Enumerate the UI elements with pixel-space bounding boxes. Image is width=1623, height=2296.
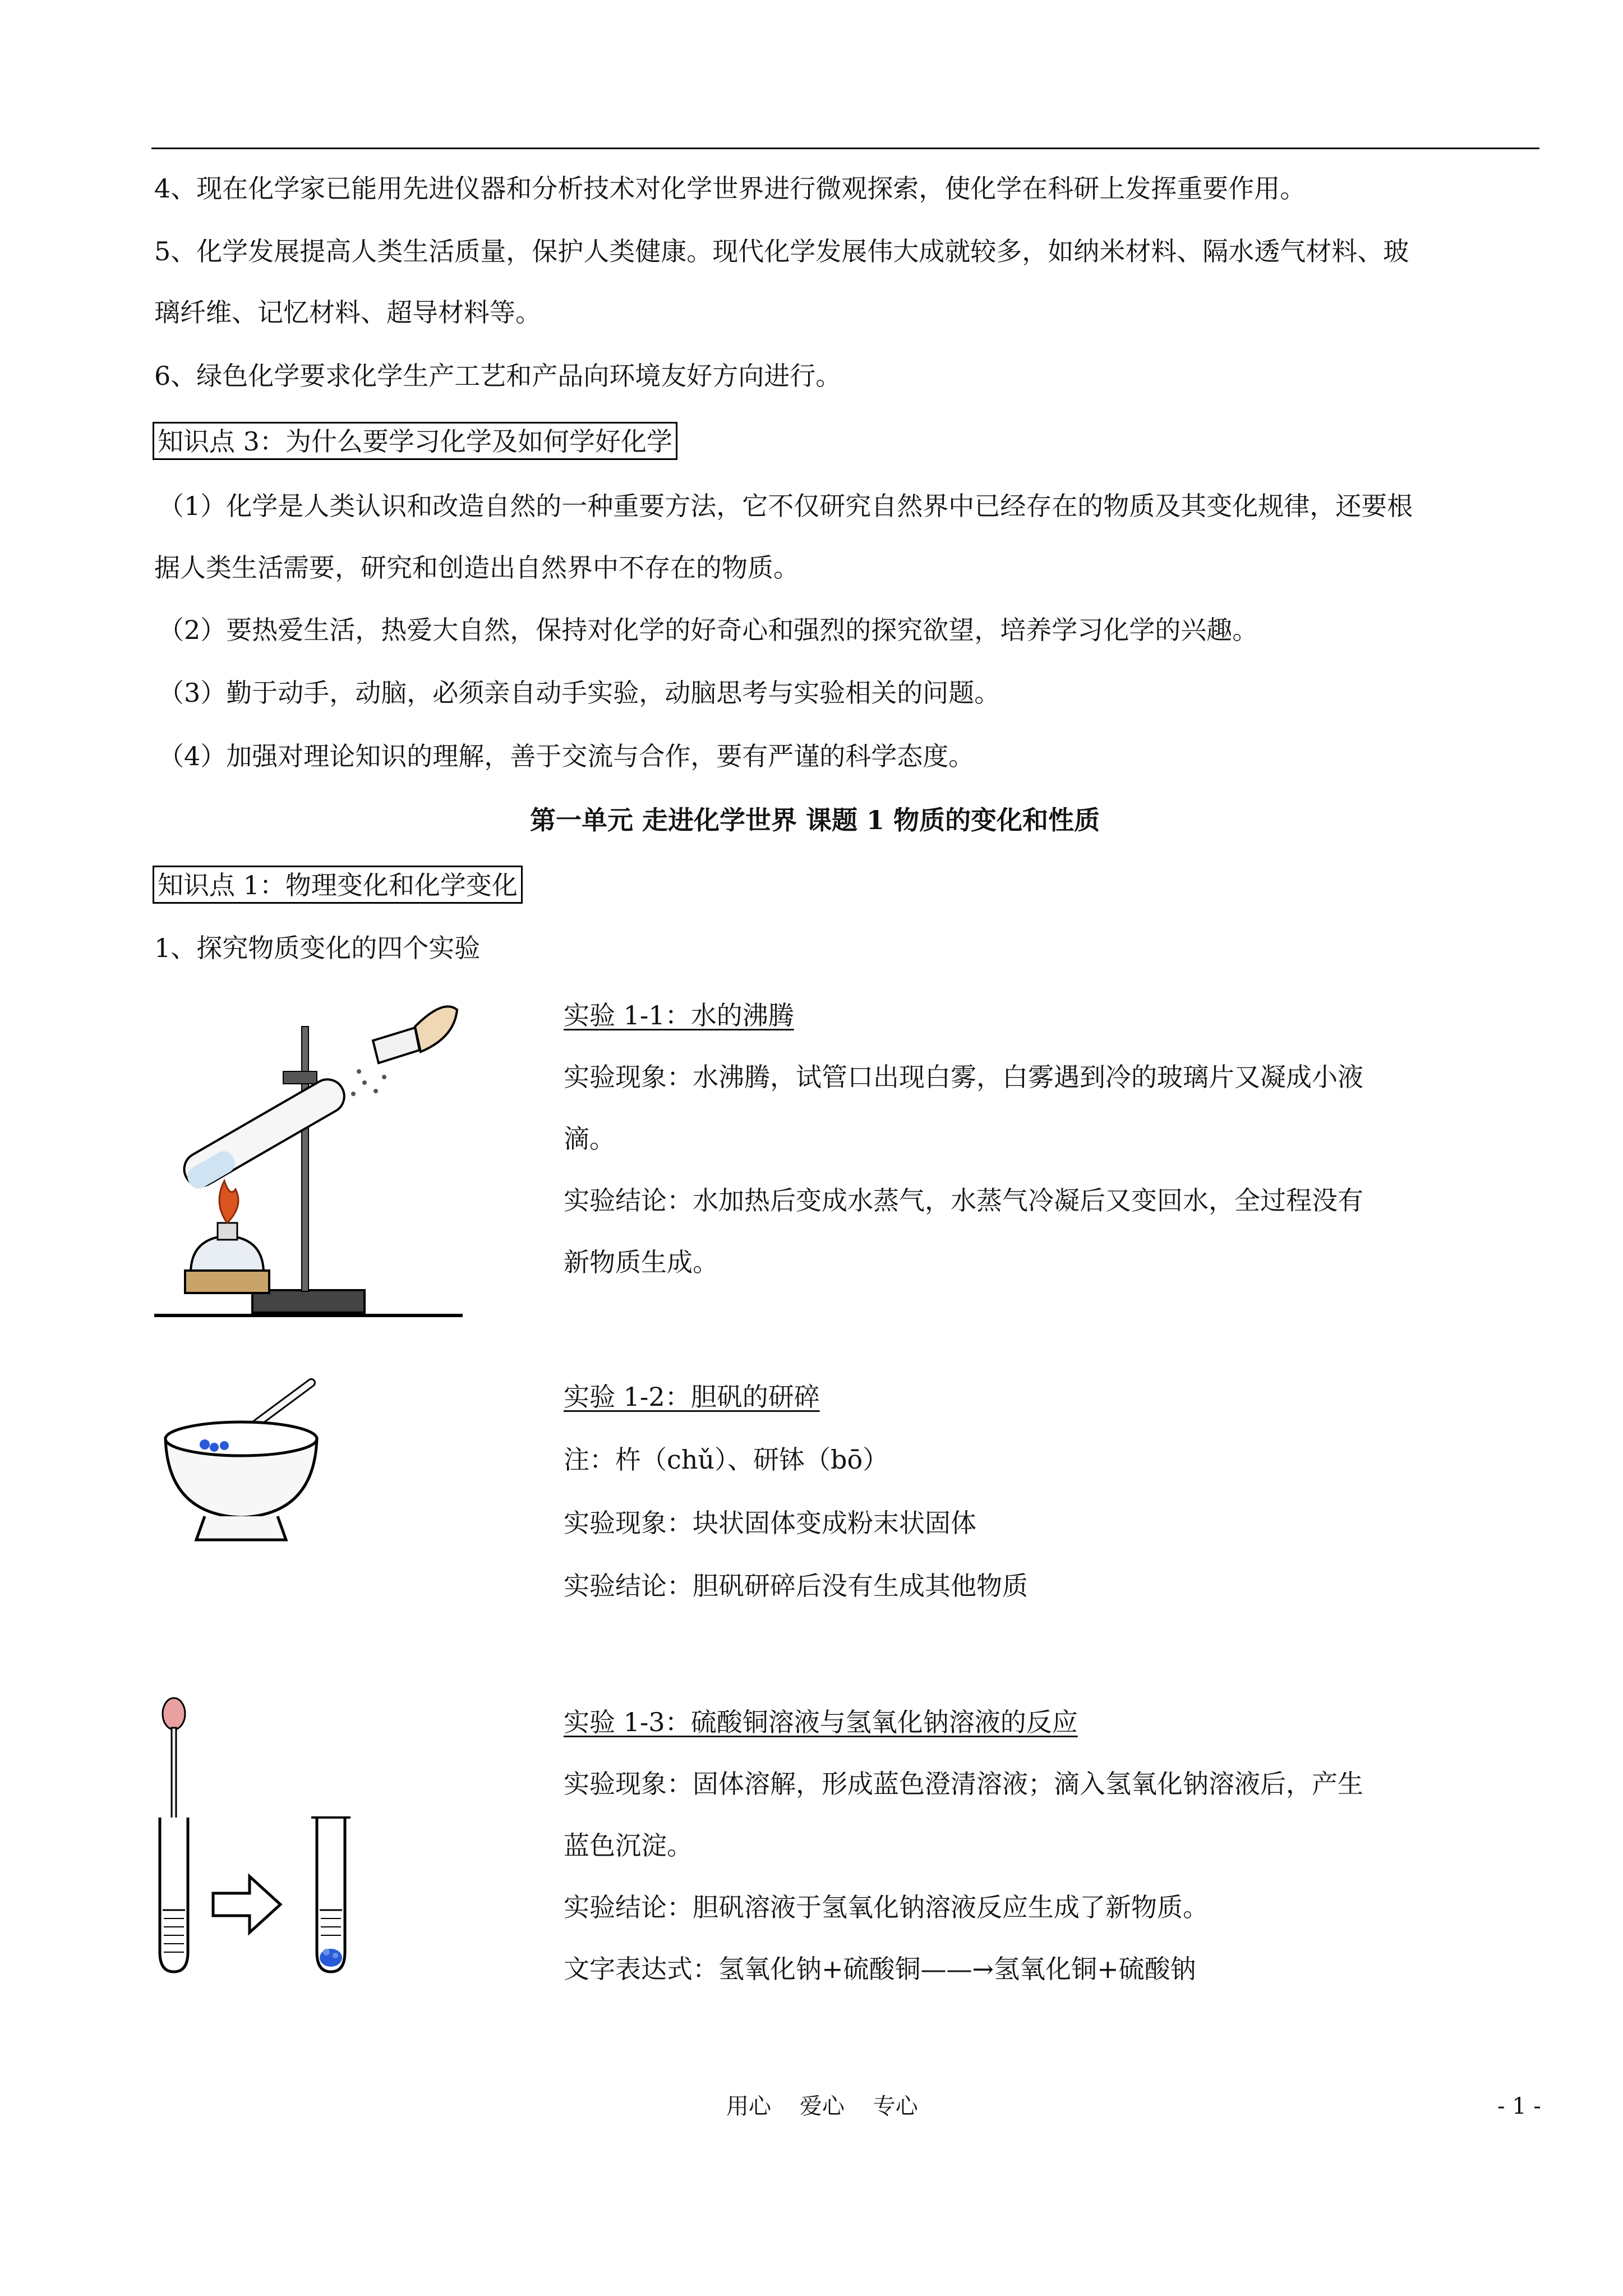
dropper-test-tube-illustration <box>151 1688 353 1980</box>
intro-point-6: 6、绿色化学要求化学生产工艺和产品向环境友好方向进行。 <box>154 361 842 391</box>
experiment-1-1-conclusion: 实验结论：水加热后变成水蒸气，水蒸气冷凝后又变回水，全过程没有 <box>564 1185 1363 1216</box>
knowledge3-line-4: （4）加强对理论知识的理解，善于交流与合作，要有严谨的科学态度。 <box>158 741 975 771</box>
experiment-1-2-note: 注：杵（chǔ）、研钵（bō） <box>564 1444 889 1475</box>
intro-point-5: 5、化学发展提高人类生活质量，保护人类健康。现代化学发展伟大成就较多，如纳米材料、隔水透气材料、玻 <box>154 236 1409 266</box>
knowledge1-title: 知识点 1：物理变化和化学变化 <box>153 866 523 904</box>
experiment-1-2-title: 实验 1-2：胆矾的研碎 <box>564 1382 820 1412</box>
page-number: - 1 - <box>1497 2093 1541 2119</box>
boiling-water-apparatus-illustration <box>151 987 465 1329</box>
experiment-1-3-phenomenon: 实验现象：固体溶解，形成蓝色澄清溶液；滴入氢氧化钠溶液后，产生 <box>564 1769 1363 1799</box>
experiment-1-1-conclusion-cont: 新物质生成。 <box>564 1247 718 1277</box>
experiment-1-1-phenomenon-cont: 滴。 <box>564 1124 615 1154</box>
unit-heading: 第一单元 走进化学世界 课题 1 物质的变化和性质 <box>530 805 1100 835</box>
experiment-1-3-conclusion: 实验结论：胆矾溶液于氢氧化钠溶液反应生成了新物质。 <box>564 1892 1209 1922</box>
experiment-1-3-title: 实验 1-3：硫酸铜溶液与氢氧化钠溶液的反应 <box>564 1707 1078 1737</box>
footer-center: 用心 爱心 专心 <box>726 2093 918 2119</box>
intro-point-4: 4、现在化学家已能用先进仪器和分析技术对化学世界进行微观探索，使化学在科研上发挥重要作用。 <box>154 173 1306 204</box>
knowledge3-line-1: （1）化学是人类认识和改造自然的一种重要方法，它不仅研究自然界中已经存在的物质及其变化规律，还要根 <box>158 491 1413 521</box>
experiment-1-1-title: 实验 1-1：水的沸腾 <box>564 1000 794 1030</box>
intro-point-5-cont: 璃纤维、记忆材料、超导材料等。 <box>154 297 541 328</box>
experiment-1-2-phenomenon: 实验现象：块状固体变成粉末状固体 <box>564 1508 976 1538</box>
experiment-1-3-equation: 文字表达式：氢氧化钠+硫酸铜——→氢氧化铜+硫酸钠 <box>564 1954 1196 1984</box>
header-rule <box>151 148 1539 149</box>
knowledge3-line-3: （3）勤于动手，动脑，必须亲自动手实验，动脑思考与实验相关的问题。 <box>158 678 1000 708</box>
knowledge3-line-2: （2）要热爱生活，热爱大自然，保持对化学的好奇心和强烈的探究欲望，培养学习化学的兴趣。 <box>158 615 1258 645</box>
mortar-pestle-illustration <box>151 1372 331 1551</box>
knowledge3-line-1-cont: 据人类生活需要，研究和创造出自然界中不存在的物质。 <box>154 553 799 583</box>
knowledge3-title: 知识点 3：为什么要学习化学及如何学好化学 <box>153 422 677 460</box>
experiment-1-2-conclusion: 实验结论：胆矾研碎后没有生成其他物质 <box>564 1571 1028 1601</box>
knowledge1-subtitle: 1、探究物质变化的四个实验 <box>154 933 481 963</box>
experiment-1-3-phenomenon-cont: 蓝色沉淀。 <box>564 1830 693 1861</box>
experiment-1-1-phenomenon: 实验现象：水沸腾，试管口出现白雾，白雾遇到冷的玻璃片又凝成小液 <box>564 1062 1363 1092</box>
